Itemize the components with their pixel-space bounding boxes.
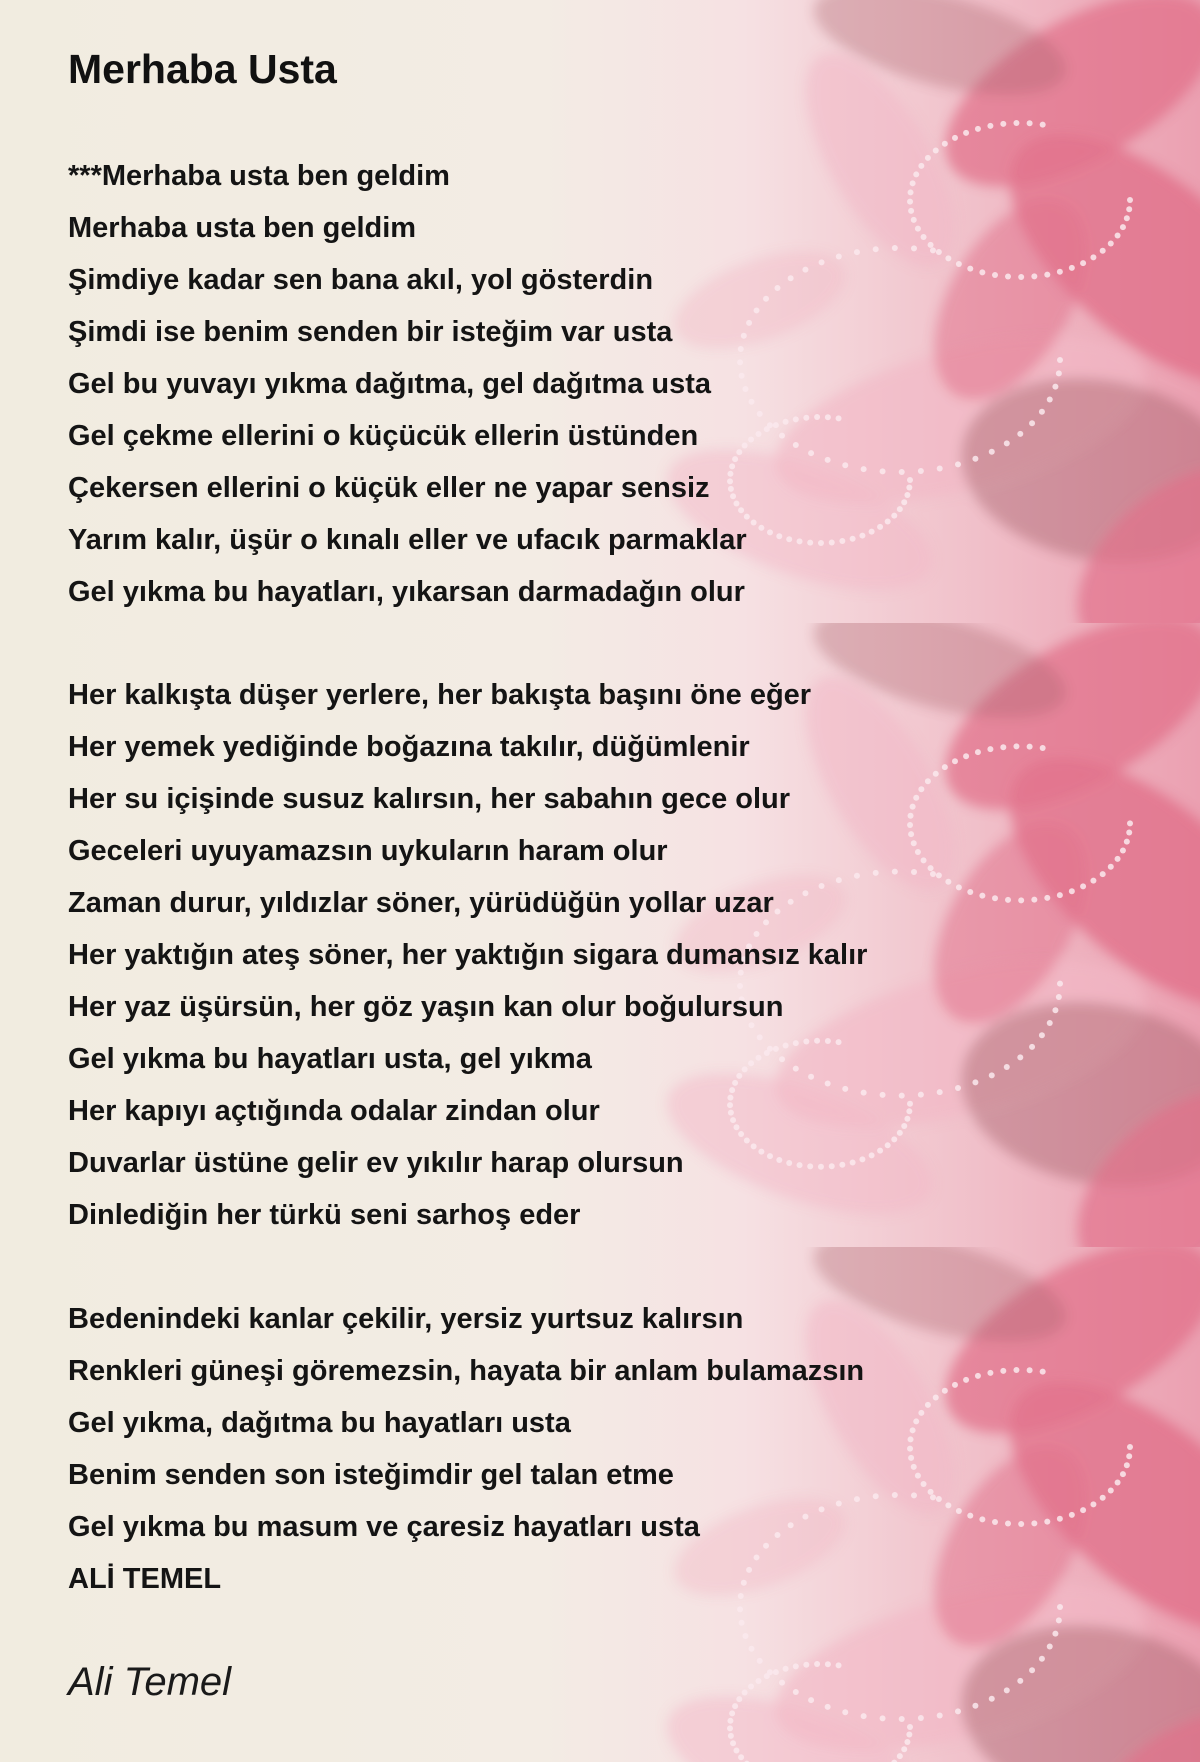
poem-line: Bedenindeki kanlar çekilir, yersiz yurtsuz kalırsın [68,1303,744,1335]
poem-line: Gel yıkma bu hayatları, yıkarsan darmadağın olur [68,576,745,608]
stanza-1 [68,150,747,618]
stanza-3 [68,1293,864,1605]
poem-line: Merhaba usta ben geldim [68,212,417,244]
poem-line: Her yaz üşürsün, her göz yaşın kan olur boğulursun [68,991,784,1023]
poem-line: ALİ TEMEL [68,1563,222,1595]
poem-line: Her yaktığın ateş söner, her yaktığın sigara dumansız kalır [68,939,868,971]
poem-line: Her su içişinde susuz kalırsın, her sabahın gece olur [68,783,791,815]
poem-line: Benim senden son isteğimdir gel talan etme [68,1459,674,1491]
poem-line: Her yemek yediğinde boğazına takılır, düğümlenir [68,731,750,763]
poem-line: Renkleri güneşi göremezsin, hayata bir anlam bulamazsın [68,1355,865,1387]
poem-line: Gel çekme ellerini o küçücük ellerin üstünden [68,420,699,452]
poem-line: Şimdi ise benim senden bir isteğim var usta [68,316,673,348]
poem-line: Çekersen ellerini o küçük eller ne yapar sensiz [68,472,710,504]
poem-line: Gel yıkma, dağıtma bu hayatları usta [68,1407,571,1439]
stanza-2 [68,669,867,1241]
poem-line: ***Merhaba usta ben geldim [68,160,450,192]
poem-line: Gel yıkma bu hayatları usta, gel yıkma [68,1043,592,1075]
poem-line: Şimdiye kadar sen bana akıl, yol gösterdin [68,264,654,296]
poem-line: Her kapıyı açtığında odalar zindan olur [68,1095,600,1127]
poem-line: Gel yıkma bu masum ve çaresiz hayatları usta [68,1511,700,1543]
poem-line: Geceleri uyuyamazsın uykuların haram olur [68,835,668,867]
poem-line: Duvarlar üstüne gelir ev yıkılır harap olursun [68,1147,684,1179]
poem-line: Zaman durur, yıldızlar söner, yürüdüğün yollar uzar [68,887,774,919]
author-signature: Ali Temel [68,1660,232,1704]
poem-line: Her kalkışta düşer yerlere, her bakışta başını öne eğer [68,679,812,711]
poem-line: Yarım kalır, üşür o kınalı eller ve ufacık parmaklar [68,524,747,556]
poem-line: Dinlediğin her türkü seni sarhoş eder [68,1199,581,1231]
poem-title: Merhaba Usta [68,46,337,92]
poem-line: Gel bu yuvayı yıkma dağıtma, gel dağıtma usta [68,368,712,400]
